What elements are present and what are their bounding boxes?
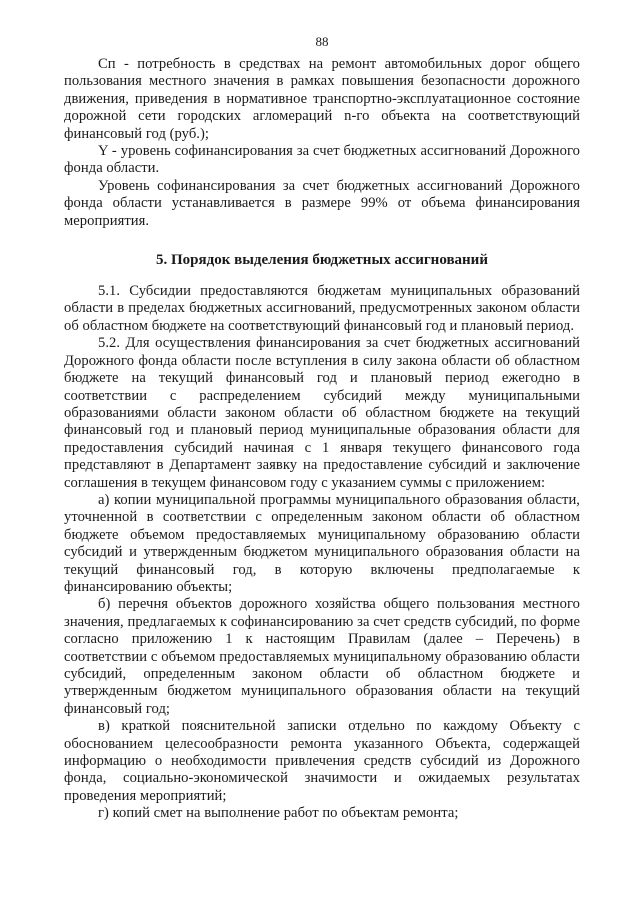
section-heading: 5. Порядок выделения бюджетных ассигнований xyxy=(156,252,488,269)
list-item-v: в) краткой пояснительной записки отдельно по каждому Объекту с обоснованием целесообразности ремонта указанного Объекта, содержащей информацию о необходимости привлечения средств субсидий из Дорожного фонда, социально-экономической значимости и ожидаемых результатах проведения мероприятий; xyxy=(64,718,580,804)
paragraph-5-2: 5.2. Для осуществления финансирования за счет бюджетных ассигнований Дорожного фонда области после вступления в силу закона области об областном бюджете на текущий финансовый год и плановый период ежегодно в соответствии с распределением субсидий между муниципальными образованиями области законом области об областном бюджете на текущий финансовый год и плановый период муниципальные образования области для предоставления субсидий начиная с 1 января текущего финансового года представляют в Департамент заявку на предоставление субсидий и заключение соглашения в текущем финансовом году с указанием суммы с приложением: xyxy=(64,335,580,491)
list-item-a: а) копии муниципальной программы муниципального образования области, уточненной в соответствии с определенным законом области об областном бюджете объемом предоставляемых муниципальному образованию области субсидий и утвержденным бюджетом муниципального образования области на текущий финансовый год, в которую включены предполагаемые к финансированию объекты; xyxy=(64,491,580,595)
section-body xyxy=(64,283,580,823)
list-item-g: г) копий смет на выполнение работ по объектам ремонта; xyxy=(98,805,459,822)
page-number: 88 xyxy=(315,34,329,49)
paragraph-cofinancing-level: Уровень софинансирования за счет бюджетных ассигнований Дорожного фонда области устанавливается в размере 99% от объема финансирования мероприятия. xyxy=(64,177,580,229)
paragraph-5-1: 5.1. Субсидии предоставляются бюджетам муниципальных образований области в пределах бюджетных ассигнований, предусмотренных законом области об областном бюджете на соответствующий финансовый год и плановый период. xyxy=(64,283,580,334)
paragraph-y-definition: Y - уровень софинансирования за счет бюджетных ассигнований Дорожного фонда области. xyxy=(64,143,580,177)
paragraph-cp-definition: Сп - потребность в средствах на ремонт автомобильных дорог общего пользования местного значения в рамках повышения безопасности дорожного движения, приведения в нормативное транспортно-эксплуатационное состояние дорожной сети городских агломераций n-го объекта на соответствующий финансовый год (руб.); xyxy=(64,56,580,142)
list-item-b: б) перечня объектов дорожного хозяйства общего пользования местного значения, предлагаемых к софинансированию за счет средств субсидий, по форме согласно приложению 1 к настоящим Правилам (далее – Перечень) в соответствии с объемом предоставляемых муниципальному образованию области субсидий, определенным законом области об областном бюджете и утвержденным бюджетом муниципального образования области на текущий финансовый год; xyxy=(64,596,580,717)
